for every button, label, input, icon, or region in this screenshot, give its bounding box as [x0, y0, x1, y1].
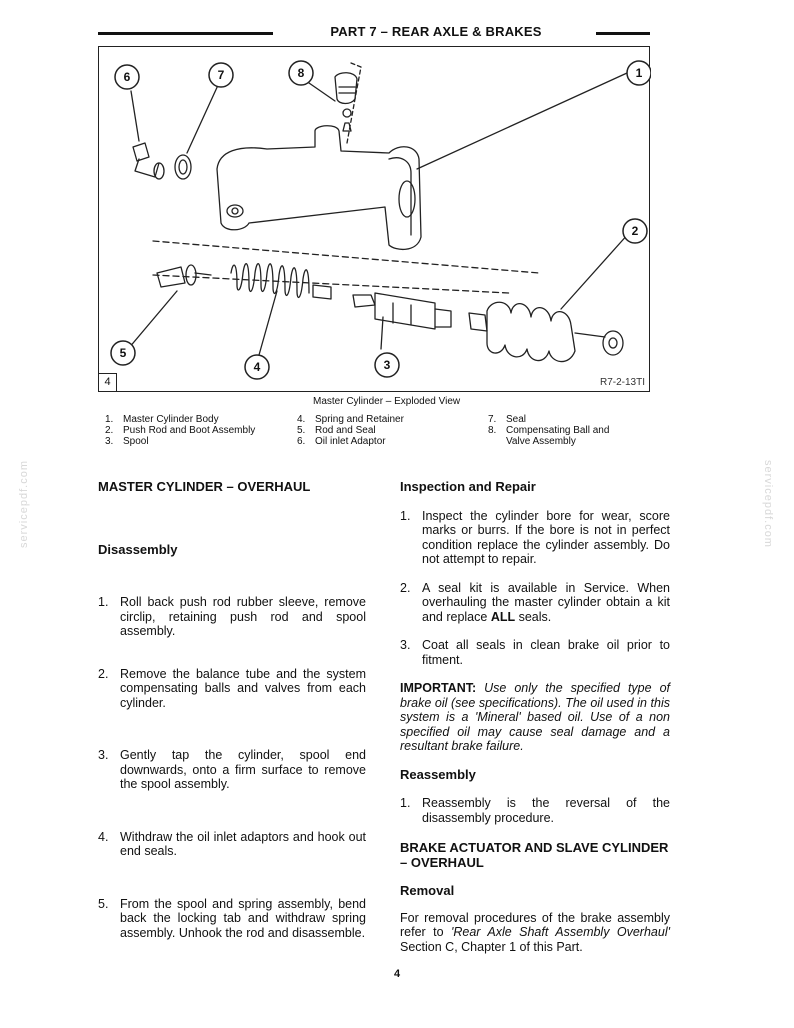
page-header	[98, 22, 650, 42]
legend-item: 4. Spring and Retainer	[297, 414, 404, 425]
figure-caption: Master Cylinder – Exploded View	[313, 396, 461, 407]
figure-reference: R7-2-13TI	[599, 377, 645, 388]
callout-8-label: 8	[297, 66, 305, 80]
removal-heading: Removal	[400, 883, 455, 898]
figure-number: 4	[99, 373, 117, 391]
callout-2-label: 2	[631, 224, 639, 238]
legend-item: 1. Master Cylinder Body	[105, 414, 219, 425]
callout-7-label: 7	[217, 68, 225, 82]
actuator-heading: BRAKE ACTUATOR AND SLAVE CYLINDER – OVERHAUL	[400, 840, 669, 870]
removal-text: For removal procedures of the brake assembly refer to 'Rear Axle Shaft Assembly Overhaul' Section C, Chapter 1 of this Part.	[400, 910, 670, 954]
callout-3-label: 3	[383, 358, 391, 372]
inspection-step: 1. Inspect the cylinder bore for wear, score marks or burrs. If the bore is not in perfect condition replace the cylinder assembly. Do not attempt to repair.	[400, 508, 670, 566]
disassembly-step: 2. Remove the balance tube and the system compensating balls and valves from each cylinder.	[98, 666, 366, 710]
inspection-step: 3. Coat all seals in clean brake oil prior to fitment.	[400, 638, 670, 667]
header-title: PART 7 – REAR AXLE & BRAKES	[330, 24, 542, 39]
legend-item: 5. Rod and Seal	[297, 425, 376, 436]
inspection-heading: Inspection and Repair	[400, 479, 536, 494]
master-cylinder-heading: MASTER CYLINDER – OVERHAUL	[98, 479, 311, 494]
spring-coil	[231, 264, 309, 298]
master-cylinder-drawing	[99, 47, 651, 393]
cylinder-port	[399, 181, 415, 217]
legend-item: 6. Oil inlet Adaptor	[297, 436, 386, 447]
exploded-view-figure	[98, 46, 650, 392]
cylinder-inlet-boss	[227, 205, 243, 217]
header-rule-left	[98, 32, 273, 35]
legend-column-2	[297, 414, 404, 447]
disassembly-step: 3. Gently tap the cylinder, spool end downwards, onto a firm surface to remove the spool assembly.	[98, 748, 366, 791]
boot-bellows	[487, 302, 575, 361]
watermark-left: servicepdf.com	[18, 460, 30, 548]
disassembly-heading: Disassembly	[98, 541, 178, 557]
callout-1-label: 1	[635, 66, 643, 80]
legend-item: 8. Compensating Ball and Valve Assembly	[488, 425, 610, 447]
disassembly-step: 4. Withdraw the oil inlet adaptors and hook out end seals.	[98, 829, 366, 858]
inspection-step: 2. A seal kit is available in Service. When overhauling the master cylinder obtain a kit and replace ALL seals.	[400, 580, 670, 624]
legend-column-1	[105, 414, 255, 447]
watermark-right: servicepdf.com	[762, 460, 774, 548]
reassembly-heading: Reassembly	[400, 766, 476, 782]
important-note: IMPORTANT: Use only the specified type of brake oil (see specifications). The oil used in this system is a 'Mineral' based oil. Use of a non specified oil may cause seal damage and a resultant brake failure.	[400, 681, 670, 753]
legend-column-3	[488, 414, 688, 447]
legend-item: 7. Seal	[488, 414, 527, 425]
page-number: 4	[393, 968, 401, 980]
right-column	[400, 480, 670, 954]
reassembly-step: 1. Reassembly is the reversal of the disassembly procedure.	[400, 796, 670, 825]
callout-6-label: 6	[123, 70, 131, 84]
cylinder-body-shape	[217, 126, 421, 250]
disassembly-step: 1. Roll back push rod rubber sleeve, remove circlip, retaining push rod and spool assembly.	[98, 595, 366, 638]
callout-4-label: 4	[253, 360, 261, 374]
legend-item: 2. Push Rod and Boot Assembly	[105, 425, 256, 436]
legend-item: 3. Spool	[105, 436, 149, 447]
left-column	[98, 480, 366, 940]
disassembly-step: 5. From the spool and spring assembly, bend back the locking tab and withdraw spring assembly. Unhook the rod and disassemble.	[98, 896, 366, 940]
header-rule-right	[596, 32, 650, 35]
cylinder-flange-line	[389, 158, 411, 235]
callout-5-label: 5	[119, 346, 127, 360]
